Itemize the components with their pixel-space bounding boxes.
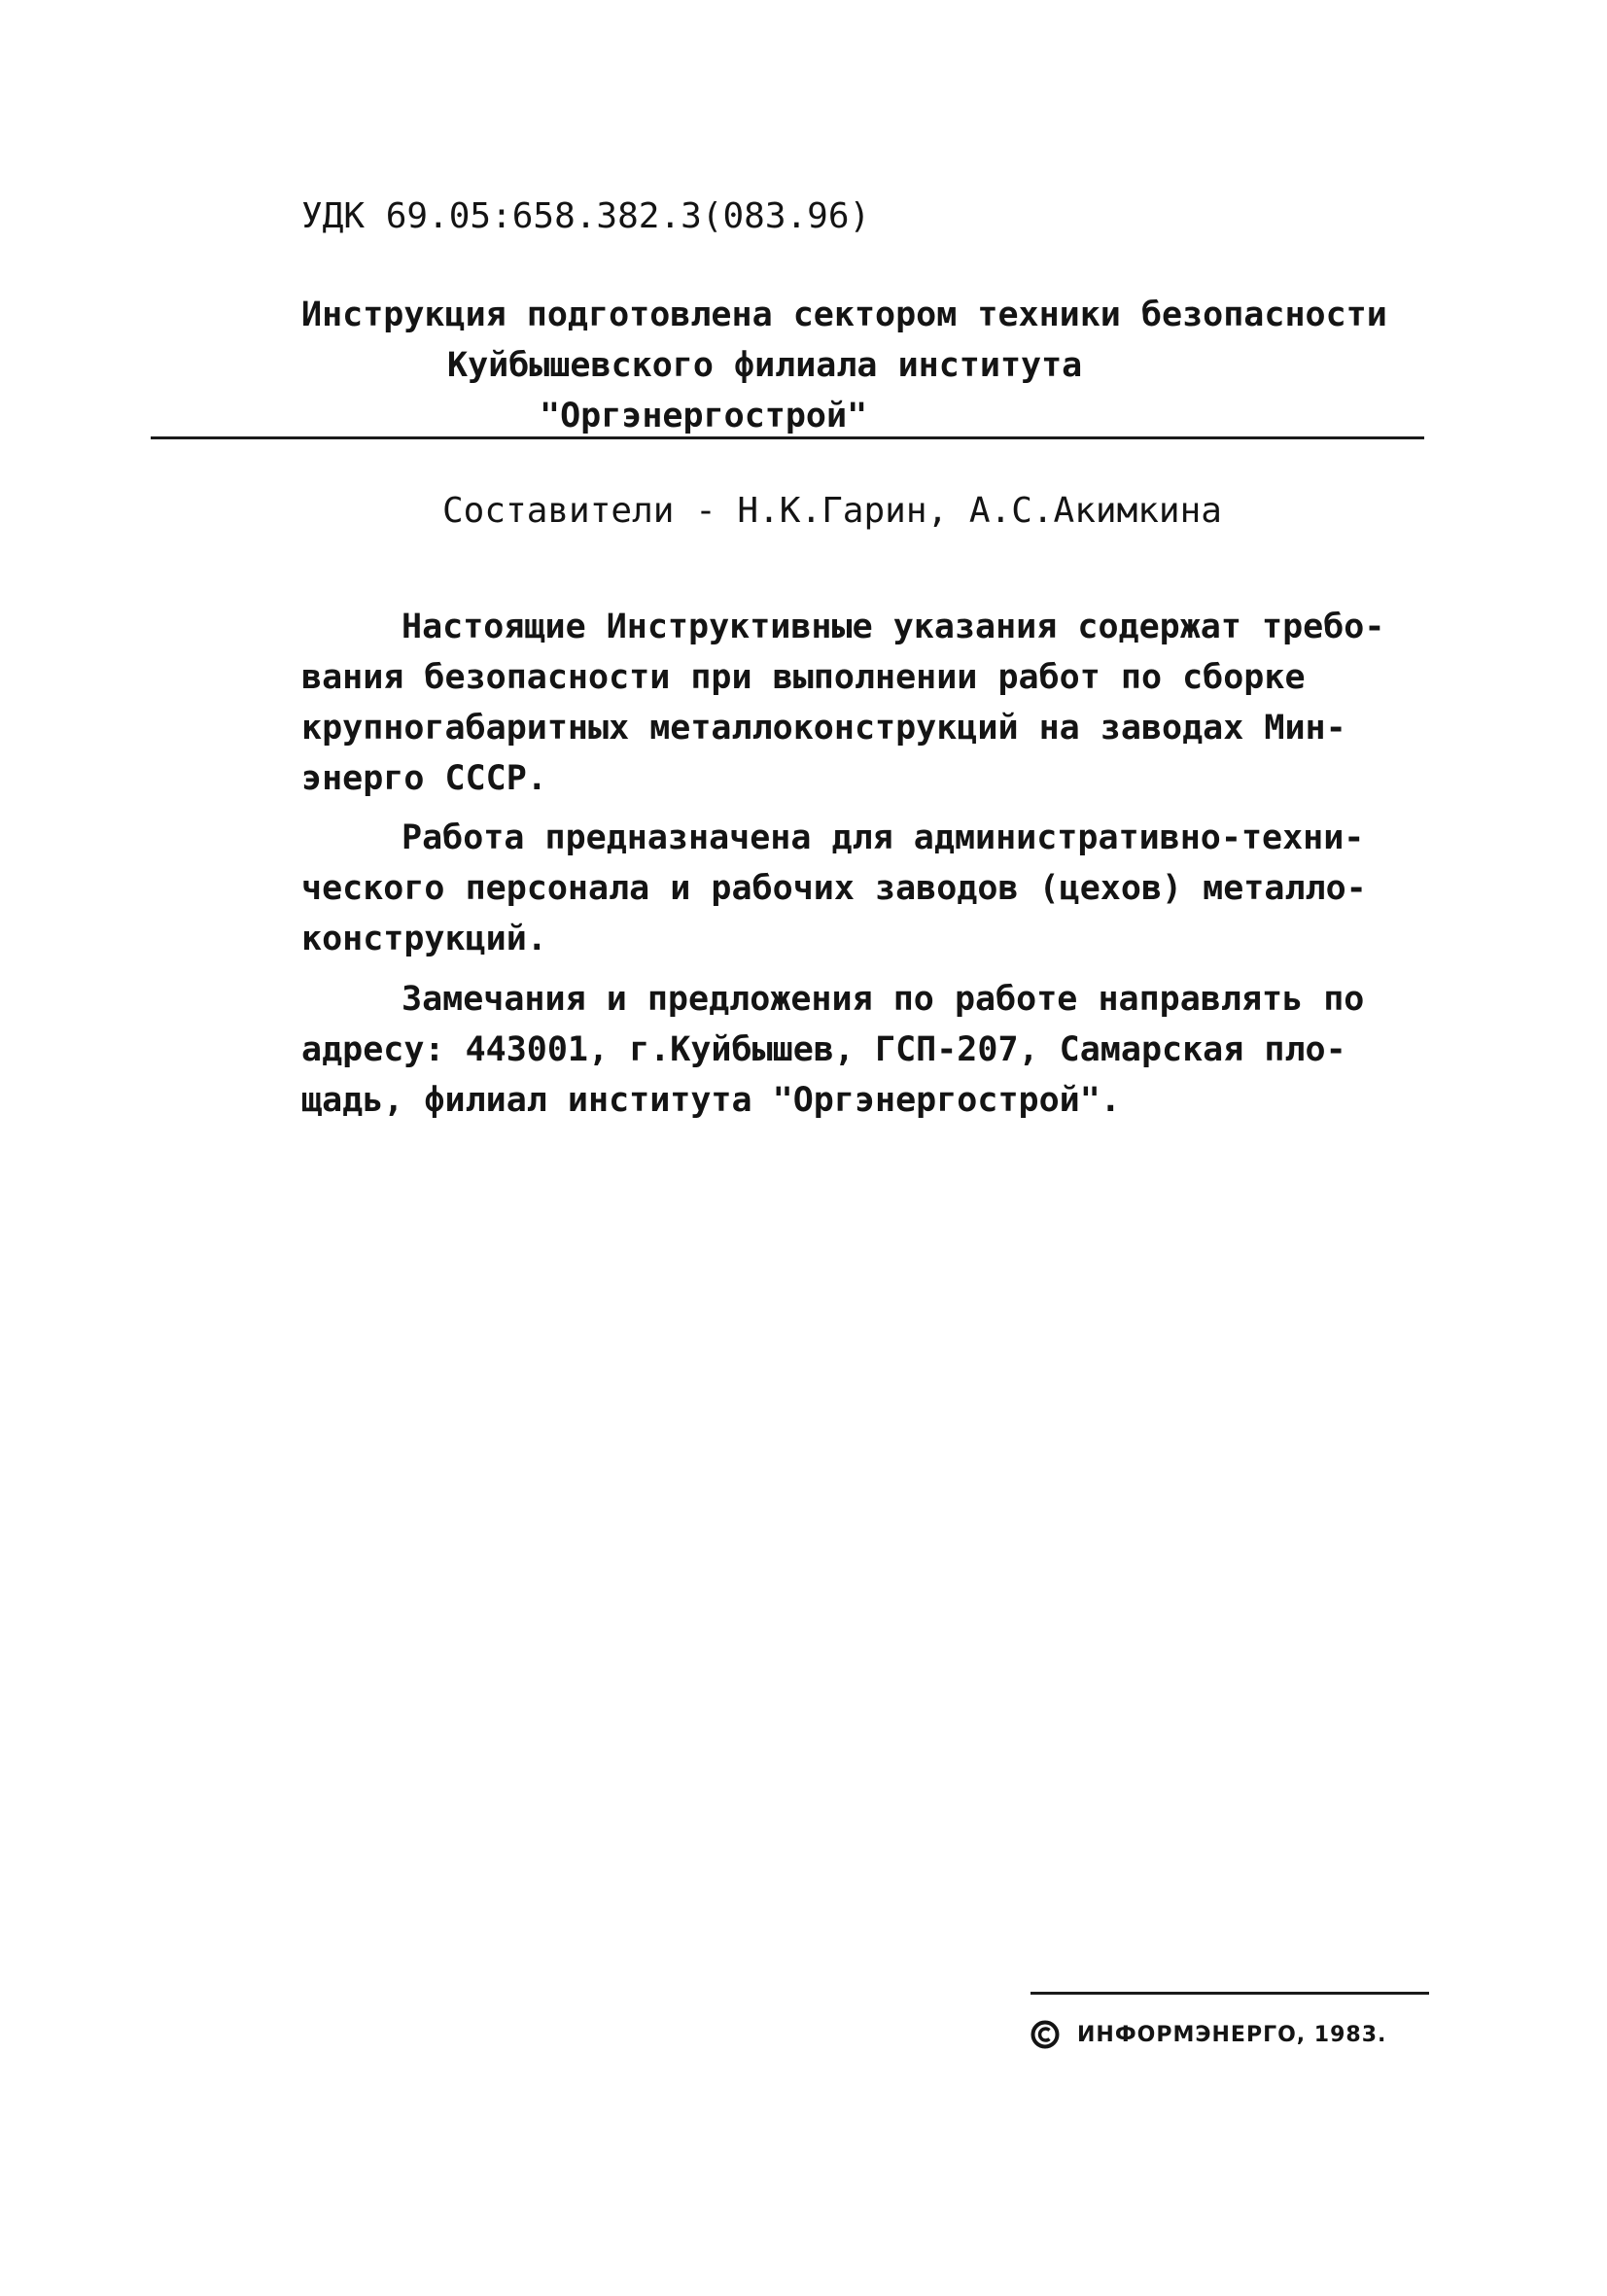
copyright-text: ИНФОРМЭНЕРГО, 1983. [1077,2022,1387,2047]
paragraph-line: щадь, филиал института "Оргэнергострой". [301,1081,1121,1120]
paragraph-line: Замечания и предложения по работе направлять по [402,980,1365,1019]
paragraph-line: энерго СССР. [301,759,547,798]
prepared-by-line: Инструкция подготовлена сектором техники безопасности [301,296,1387,334]
paragraph-line: крупногабаритных металлоконструкций на заводах Мин- [301,709,1346,748]
paragraph-line: Настоящие Инструктивные указания содержат требо- [402,608,1385,646]
paragraph-line: Работа предназначена для административно-техни- [402,818,1365,857]
prepared-by-line: Куйбышевского филиала института [447,346,1083,385]
prepared-by-line: "Оргэнергострой" [540,397,868,435]
top-divider [151,436,1424,439]
paragraph-line: адресу: 443001, г.Куйбышев, ГСП-207, Самарская пло- [301,1030,1346,1069]
compilers-line: Составители - Н.К.Гарин, А.С.Акимкина [442,491,1222,531]
paragraph-line: конструкций. [301,920,547,958]
copyright-icon [1031,2020,1060,2049]
udk-code: УДК 69.05:658.382.3(083.96) [301,196,871,236]
paragraph-line: вания безопасности при выполнении работ по сборке [301,658,1306,697]
paragraph-line: ческого персонала и рабочих заводов (цехов) металло- [301,869,1367,908]
bottom-divider [1031,1992,1429,1995]
copyright-notice [1031,2020,1386,2049]
